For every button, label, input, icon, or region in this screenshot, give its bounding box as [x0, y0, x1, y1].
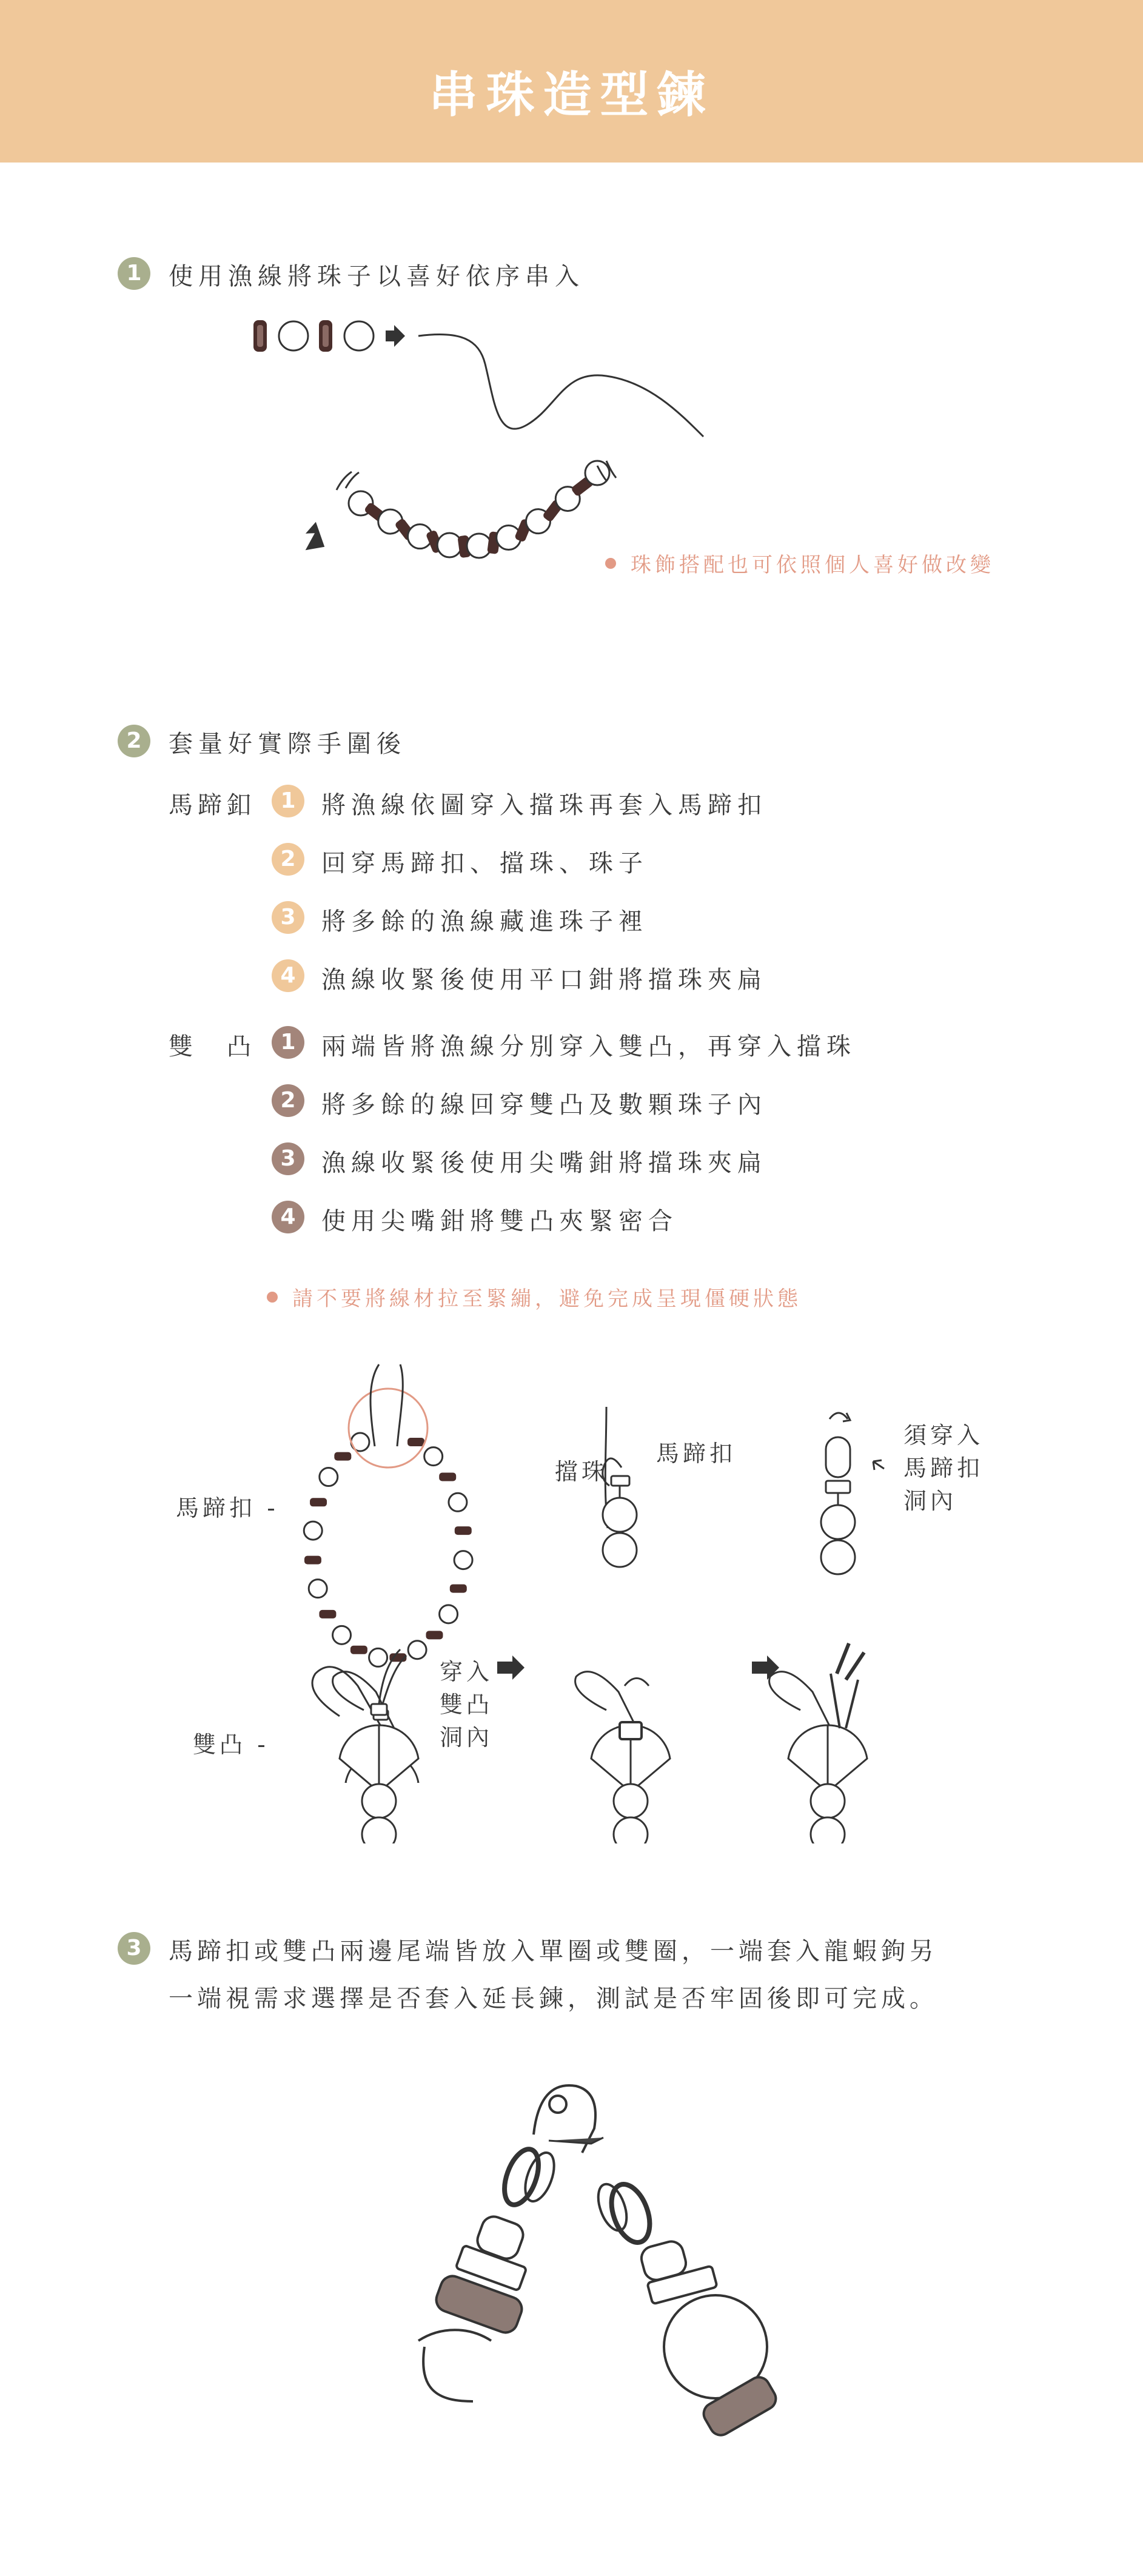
round-bead [320, 1468, 338, 1486]
stopper-bead-label: 擋珠 [555, 1458, 609, 1485]
step-3-badge: 3 [118, 1932, 150, 1965]
spacer-bead [304, 1556, 321, 1565]
round-bead [467, 534, 491, 558]
spacer-bead [310, 1498, 327, 1506]
cap-step-3-pliers [769, 1643, 867, 1843]
highlight-circle [349, 1389, 427, 1467]
crimp-step-2-badge: 2 [272, 843, 304, 876]
round-bead [585, 461, 609, 485]
cap-diagram [0, 1637, 1143, 1843]
spacer-bead [450, 1585, 467, 1593]
crimp-step-b-illustration [821, 1413, 884, 1574]
crimp-label: 馬蹄扣 [656, 1440, 737, 1467]
crimp-insert-note-1: 須穿入 [903, 1422, 984, 1449]
crimp-step-1-badge: 1 [272, 785, 304, 817]
arrow-icon [301, 521, 324, 550]
step-2-badge: 2 [118, 725, 150, 757]
step-2-note-dot [267, 1292, 278, 1303]
cap-insert-note-1: 穿入 [440, 1659, 494, 1685]
cap-step-1-badge: 1 [272, 1026, 304, 1059]
fishing-line [418, 334, 703, 437]
cap-step-3-text: 漁線收緊後使用尖嘴鉗將擋珠夾扁 [321, 1149, 767, 1177]
step-2-note: 請不要將線材拉至緊繃，避免完成呈現僵硬狀態 [292, 1287, 802, 1311]
spacer-bead [334, 1452, 351, 1461]
step-3-line-1: 馬蹄扣或雙凸兩邊尾端皆放入單圈或雙圈，一端套入龍蝦鉤另 [169, 1937, 938, 1965]
cap-step-2 [575, 1672, 670, 1843]
step-1-badge: 1 [118, 257, 150, 290]
round-bead [309, 1580, 327, 1598]
spacer-bead [319, 1610, 336, 1618]
crimp-step-3-text: 將多餘的漁線藏進珠子裡 [321, 908, 648, 936]
step-1-text: 使用漁線將珠子以喜好依序串入 [169, 263, 585, 290]
step-3-line-2: 一端視需求選擇是否套入延長鍊，測試是否牢固後即可完成。 [169, 1985, 938, 2013]
round-bead [437, 533, 461, 557]
cap-step-2-text: 將多餘的線回穿雙凸及數顆珠子內 [321, 1091, 767, 1119]
spacer-bead [439, 1473, 456, 1481]
cap-insert-note-2: 雙凸 [440, 1691, 494, 1718]
cap-step-3-badge: 3 [272, 1142, 304, 1175]
step-2-text: 套量好實際手圍後 [169, 730, 406, 758]
cap-step-1 [333, 1649, 418, 1843]
cap-row-label: 雙凸 - [193, 1731, 269, 1758]
round-bead [424, 1447, 443, 1466]
crimp-insert-note-2: 馬蹄扣 [903, 1455, 984, 1481]
crimp-row-label: 馬蹄扣 - [176, 1495, 279, 1521]
cap-step-2-badge: 2 [272, 1084, 304, 1117]
finished-clasp-illustration [0, 2062, 1143, 2450]
round-bead [449, 1493, 467, 1511]
crimp-section-label: 馬蹄釦 [169, 791, 256, 819]
beaded-arc [349, 461, 609, 558]
step-1-note-dot [605, 558, 616, 569]
step-1-note: 珠飾搭配也可依照個人喜好做改變 [631, 553, 994, 577]
crimp-step-2-text: 回穿馬蹄扣、擋珠、珠子 [321, 850, 648, 877]
cap-insert-note-3: 洞內 [440, 1724, 494, 1751]
crimp-step-3-badge: 3 [272, 901, 304, 934]
crimp-step-4-badge: 4 [272, 959, 304, 992]
cap-step-4-badge: 4 [272, 1201, 304, 1233]
spacer-bead [407, 1438, 424, 1446]
crimp-insert-note-3: 洞內 [903, 1488, 957, 1514]
cap-step-4-text: 使用尖嘴鉗將雙凸夾緊密合 [321, 1207, 678, 1235]
round-bead [454, 1551, 472, 1569]
crimp-step-1-text: 將漁線依圖穿入擋珠再套入馬蹄扣 [321, 791, 767, 819]
round-bead [440, 1605, 458, 1623]
bead-sequence-icon [253, 320, 405, 352]
spacer-bead [455, 1526, 472, 1535]
cap-section-label: 雙 凸 [169, 1033, 256, 1061]
crimp-step-4-text: 漁線收緊後使用平口鉗將擋珠夾扁 [321, 966, 767, 994]
round-bead [304, 1521, 322, 1540]
cap-step-1-text: 兩端皆將漁線分別穿入雙凸，再穿入擋珠 [321, 1033, 856, 1061]
page-title: 串珠造型鍊 [429, 67, 714, 123]
